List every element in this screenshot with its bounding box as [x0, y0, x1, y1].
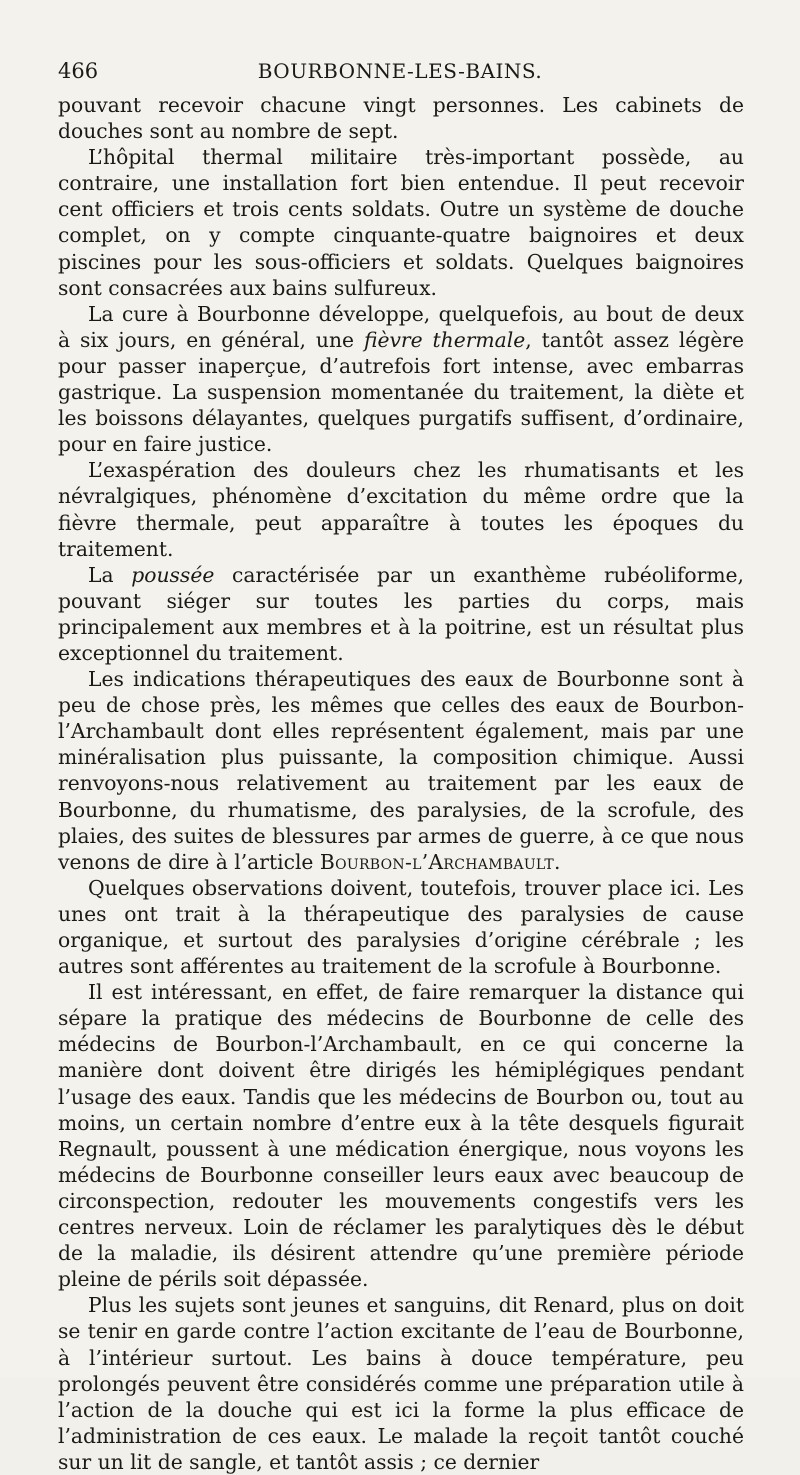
paragraph-1: pouvant recevoir chacune vingt personnes. Les cabinets de douches sont au nombre de sept.: [58, 93, 744, 144]
paragraph-3-end: , tantôt assez légère pour passer inaperçue, d’autrefois fort intense, avec embarras gastrique. La suspension momentanée du traitement, la diète et les boissons délayantes, quelques purgatifs suffisent, d’ordinaire, pour en faire justice.: [58, 327, 744, 457]
paragraph-8: Il est intéressant, en effet, de faire remarquer la distance qui sépare la pratique des médecins de Bourbonne de celle des médecins de Bourbon-l’Archambault, en ce qui concerne la manière dont doivent être dirigés les hémiplégiques pendant l’usage des eaux. Tandis que les médecins de Bourbon ou, tout au moins, un certain nombre d’entre eux à la tête desquels figurait Regnault, poussent à une médication énergique, nous voyons les médecins de Bourbonne conseiller leurs eaux avec beaucoup de circonspection, redouter les mouvements congestifs vers les centres nerveux. Loin de réclamer les paralytiques dès le début de la maladie, ils désirent attendre qu’une première période pleine de périls soit dépassée.: [58, 980, 744, 1292]
paragraph-6-end: .: [554, 849, 561, 874]
paragraph-3: [58, 301, 744, 458]
paragraph-6-small-caps-reference: Bourbon-l’Archambault: [319, 849, 555, 874]
paragraph-3-start: La cure à Bourbonne développe, quelquefois, au bout de deux à six jours, en général, une: [58, 301, 744, 352]
running-title: BOURBONNE-LES-BAINS.: [257, 59, 543, 83]
paragraph-5-start: La: [88, 562, 132, 587]
paragraph-5-italic-term: poussée: [131, 562, 215, 587]
paragraph-6-start: Les indications thérapeutiques des eaux de Bourbonne sont à peu de chose près, les mêmes que celles des eaux de Bourbon-l’Archambault dont elles représentent également, mais par une minéralisation plus puissante, la composition chimique. Aussi renvoyons-nous relativement au traitement par les eaux de Bourbonne, du rhumatisme, des paralysies, de la scrofule, des plaies, des suites de blessures par armes de guerre, à ce que nous venons de dire à l’article: [58, 667, 744, 874]
paragraph-9: Plus les sujets sont jeunes et sanguins, dit Renard, plus on doit se tenir en garde contre l’action excitante de l’eau de Bourbonne, à l’intérieur surtout. Les bains à douce température, peu prolongés peuvent être considérés comme une préparation utile à l’action de la douche qui est ici la forme la plus efficace de l’administration de ces eaux. Le malade la reçoit tantôt couché sur un lit de sangle, et tantôt assis ; ce dernier: [58, 1293, 744, 1474]
paragraph-2: L’hôpital thermal militaire très-important possède, au contraire, une installation fort bien entendue. Il peut recevoir cent officiers et trois cents soldats. Outre un système de douche complet, on y compte cinquante-quatre baignoires et deux piscines pour les sous-officiers et soldats. Quelques baignoires sont consacrées aux bains sulfureux.: [58, 145, 744, 300]
paragraph-5-end: caractérisée par un exanthème rubéoliforme, pouvant siéger sur toutes les parties du corps, mais principalement aux membres et à la poitrine, est un résultat plus exceptionnel du traitement.: [58, 562, 745, 665]
page-header: [58, 56, 742, 86]
paragraph-3-italic-term: fièvre thermale: [363, 327, 526, 352]
paragraph-6: [58, 666, 744, 875]
body-text: [58, 92, 744, 1475]
paragraph-7: Quelques observations doivent, toutefois, trouver place ici. Les unes ont trait à la thérapeutique des paralysies de cause organique, et surtout des paralysies d’origine cérébrale ; les autres sont afférentes au traitement de la scrofule à Bourbonne.: [58, 875, 744, 979]
page-number: 466: [58, 59, 99, 83]
paragraph-4: L’exaspération des douleurs chez les rhumatisants et les névralgiques, phénomène d’excitation du même ordre que la fièvre thermale, peut apparaître à toutes les époques du traitement.: [58, 458, 744, 561]
paragraph-5: [58, 562, 744, 666]
